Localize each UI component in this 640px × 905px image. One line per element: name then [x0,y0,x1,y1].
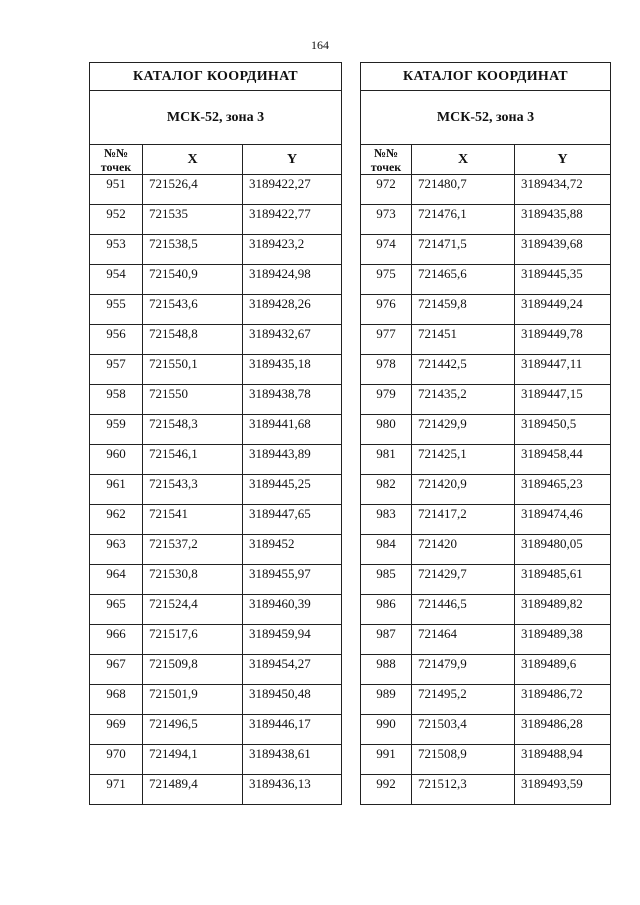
y-coordinate-cell: 3189446,17 [243,715,342,745]
y-coordinate-cell: 3189443,89 [243,445,342,475]
y-coordinate-cell: 3189465,23 [515,475,611,505]
point-number-cell: 977 [361,325,412,355]
coordinate-catalog-right [360,62,611,805]
y-coordinate-cell: 3189447,65 [243,505,342,535]
y-coordinate-cell: 3189447,11 [515,355,611,385]
y-coordinate-cell: 3189422,77 [243,205,342,235]
point-number-cell: 974 [361,235,412,265]
y-coordinate-cell: 3189450,5 [515,415,611,445]
table-row [90,745,342,775]
coordinate-system-zone: МСК-52, зона 3 [361,91,611,145]
x-coordinate-cell: 721543,6 [143,295,243,325]
x-coordinate-cell: 721417,2 [412,505,515,535]
table-row [361,295,611,325]
page-number: 164 [311,38,329,52]
point-number-cell: 991 [361,745,412,775]
point-number-cell: 979 [361,385,412,415]
table-row [90,595,342,625]
table-row [90,445,342,475]
point-number-cell: 978 [361,355,412,385]
y-coordinate-cell: 3189489,6 [515,655,611,685]
table-row [361,355,611,385]
table-row [361,175,611,205]
point-number-cell: 958 [90,385,143,415]
y-coordinate-cell: 3189460,39 [243,595,342,625]
y-coordinate-cell: 3189455,97 [243,565,342,595]
x-coordinate-cell: 721517,6 [143,625,243,655]
y-coordinate-cell: 3189474,46 [515,505,611,535]
point-number-cell: 951 [90,175,143,205]
table-row [90,325,342,355]
x-coordinate-cell: 721420 [412,535,515,565]
table-row [90,565,342,595]
y-coordinate-cell: 3189436,13 [243,775,342,805]
coordinate-catalog-left [89,62,342,805]
y-coordinate-cell: 3189489,82 [515,595,611,625]
table-row [361,655,611,685]
y-coordinate-cell: 3189441,68 [243,415,342,445]
point-number-cell: 975 [361,265,412,295]
point-number-cell: 971 [90,775,143,805]
table-row [90,685,342,715]
y-coordinate-cell: 3189486,28 [515,715,611,745]
y-coordinate-cell: 3189485,61 [515,565,611,595]
point-number-cell: 970 [90,745,143,775]
table-row [361,445,611,475]
coordinate-system-zone: МСК-52, зона 3 [90,91,342,145]
y-coordinate-cell: 3189435,88 [515,205,611,235]
table-row [90,175,342,205]
point-number-cell: 983 [361,505,412,535]
y-coordinate-cell: 3189432,67 [243,325,342,355]
table-row [90,235,342,265]
point-number-cell: 985 [361,565,412,595]
point-number-cell: 967 [90,655,143,685]
point-number-cell: 987 [361,625,412,655]
table-row [361,565,611,595]
y-coordinate-cell: 3189489,38 [515,625,611,655]
x-coordinate-cell: 721512,3 [412,775,515,805]
table-row [361,235,611,265]
x-coordinate-cell: 721524,4 [143,595,243,625]
y-coordinate-cell: 3189422,27 [243,175,342,205]
x-coordinate-cell: 721429,9 [412,415,515,445]
x-coordinate-cell: 721429,7 [412,565,515,595]
table-row [90,265,342,295]
table-row [90,355,342,385]
table-row [90,625,342,655]
x-coordinate-cell: 721489,4 [143,775,243,805]
point-number-cell: 954 [90,265,143,295]
table-row [90,505,342,535]
point-number-cell: 960 [90,445,143,475]
x-coordinate-cell: 721537,2 [143,535,243,565]
x-coordinate-cell: 721526,4 [143,175,243,205]
point-number-cell: 990 [361,715,412,745]
catalog-title: КАТАЛОГ КООРДИНАТ [361,63,611,91]
y-coordinate-cell: 3189434,72 [515,175,611,205]
x-coordinate-cell: 721479,9 [412,655,515,685]
table-row [361,685,611,715]
catalog-rows [90,175,342,805]
x-coordinate-cell: 721538,5 [143,235,243,265]
y-coordinate-cell: 3189454,27 [243,655,342,685]
point-number-cell: 964 [90,565,143,595]
table-row [90,385,342,415]
x-coordinate-cell: 721530,8 [143,565,243,595]
x-coordinate-cell: 721494,1 [143,745,243,775]
y-coordinate-cell: 3189458,44 [515,445,611,475]
point-number-cell: 966 [90,625,143,655]
point-number-cell: 955 [90,295,143,325]
x-coordinate-cell: 721535 [143,205,243,235]
catalog-rows [361,175,611,805]
point-number-cell: 982 [361,475,412,505]
table-row [90,775,342,805]
x-coordinate-cell: 721541 [143,505,243,535]
y-coordinate-cell: 3189447,15 [515,385,611,415]
x-coordinate-cell: 721442,5 [412,355,515,385]
y-coordinate-cell: 3189486,72 [515,685,611,715]
point-number-cell: 973 [361,205,412,235]
table-row [361,265,611,295]
x-coordinate-cell: 721508,9 [412,745,515,775]
x-coordinate-cell: 721480,7 [412,175,515,205]
column-header-point-number: №№ точек [361,145,412,175]
y-coordinate-cell: 3189452 [243,535,342,565]
x-coordinate-cell: 721465,6 [412,265,515,295]
table-row [361,745,611,775]
x-coordinate-cell: 721548,8 [143,325,243,355]
table-row [361,205,611,235]
table-row [361,775,611,805]
x-coordinate-cell: 721435,2 [412,385,515,415]
point-number-cell: 984 [361,535,412,565]
y-coordinate-cell: 3189449,78 [515,325,611,355]
y-coordinate-cell: 3189435,18 [243,355,342,385]
column-header-y: Y [243,145,342,175]
y-coordinate-cell: 3189493,59 [515,775,611,805]
point-number-cell: 980 [361,415,412,445]
y-coordinate-cell: 3189445,25 [243,475,342,505]
catalog-title: КАТАЛОГ КООРДИНАТ [90,63,342,91]
point-number-cell: 992 [361,775,412,805]
table-row [361,595,611,625]
point-number-cell: 952 [90,205,143,235]
table-row [361,535,611,565]
y-coordinate-cell: 3189480,05 [515,535,611,565]
point-number-cell: 962 [90,505,143,535]
point-number-cell: 968 [90,685,143,715]
y-coordinate-cell: 3189423,2 [243,235,342,265]
column-header-x: X [143,145,243,175]
table-row [90,205,342,235]
table-row [361,415,611,445]
y-coordinate-cell: 3189449,24 [515,295,611,325]
x-coordinate-cell: 721540,9 [143,265,243,295]
y-coordinate-cell: 3189450,48 [243,685,342,715]
y-coordinate-cell: 3189428,26 [243,295,342,325]
y-coordinate-cell: 3189439,68 [515,235,611,265]
y-coordinate-cell: 3189438,61 [243,745,342,775]
x-coordinate-cell: 721446,5 [412,595,515,625]
point-number-cell: 986 [361,595,412,625]
table-row [90,415,342,445]
point-number-cell: 976 [361,295,412,325]
x-coordinate-cell: 721495,2 [412,685,515,715]
x-coordinate-cell: 721503,4 [412,715,515,745]
x-coordinate-cell: 721543,3 [143,475,243,505]
x-coordinate-cell: 721420,9 [412,475,515,505]
table-row [361,475,611,505]
column-header-x: X [412,145,515,175]
table-row [361,325,611,355]
y-coordinate-cell: 3189445,35 [515,265,611,295]
y-coordinate-cell: 3189488,94 [515,745,611,775]
x-coordinate-cell: 721471,5 [412,235,515,265]
x-coordinate-cell: 721464 [412,625,515,655]
point-number-cell: 963 [90,535,143,565]
table-row [361,385,611,415]
x-coordinate-cell: 721459,8 [412,295,515,325]
y-coordinate-cell: 3189459,94 [243,625,342,655]
table-row [90,715,342,745]
point-number-cell: 956 [90,325,143,355]
x-coordinate-cell: 721548,3 [143,415,243,445]
table-row [90,295,342,325]
x-coordinate-cell: 721550,1 [143,355,243,385]
x-coordinate-cell: 721546,1 [143,445,243,475]
table-row [361,505,611,535]
column-header-y: Y [515,145,611,175]
point-number-cell: 961 [90,475,143,505]
table-row [90,475,342,505]
point-number-cell: 959 [90,415,143,445]
x-coordinate-cell: 721501,9 [143,685,243,715]
point-number-cell: 981 [361,445,412,475]
point-number-cell: 972 [361,175,412,205]
table-row [90,535,342,565]
point-number-cell: 989 [361,685,412,715]
x-coordinate-cell: 721496,5 [143,715,243,745]
x-coordinate-cell: 721476,1 [412,205,515,235]
x-coordinate-cell: 721509,8 [143,655,243,685]
table-row [90,655,342,685]
column-header-point-number: №№ точек [90,145,143,175]
y-coordinate-cell: 3189438,78 [243,385,342,415]
point-number-cell: 953 [90,235,143,265]
point-number-cell: 965 [90,595,143,625]
table-row [361,625,611,655]
table-row [361,715,611,745]
x-coordinate-cell: 721550 [143,385,243,415]
point-number-cell: 957 [90,355,143,385]
x-coordinate-cell: 721451 [412,325,515,355]
point-number-cell: 969 [90,715,143,745]
x-coordinate-cell: 721425,1 [412,445,515,475]
y-coordinate-cell: 3189424,98 [243,265,342,295]
point-number-cell: 988 [361,655,412,685]
